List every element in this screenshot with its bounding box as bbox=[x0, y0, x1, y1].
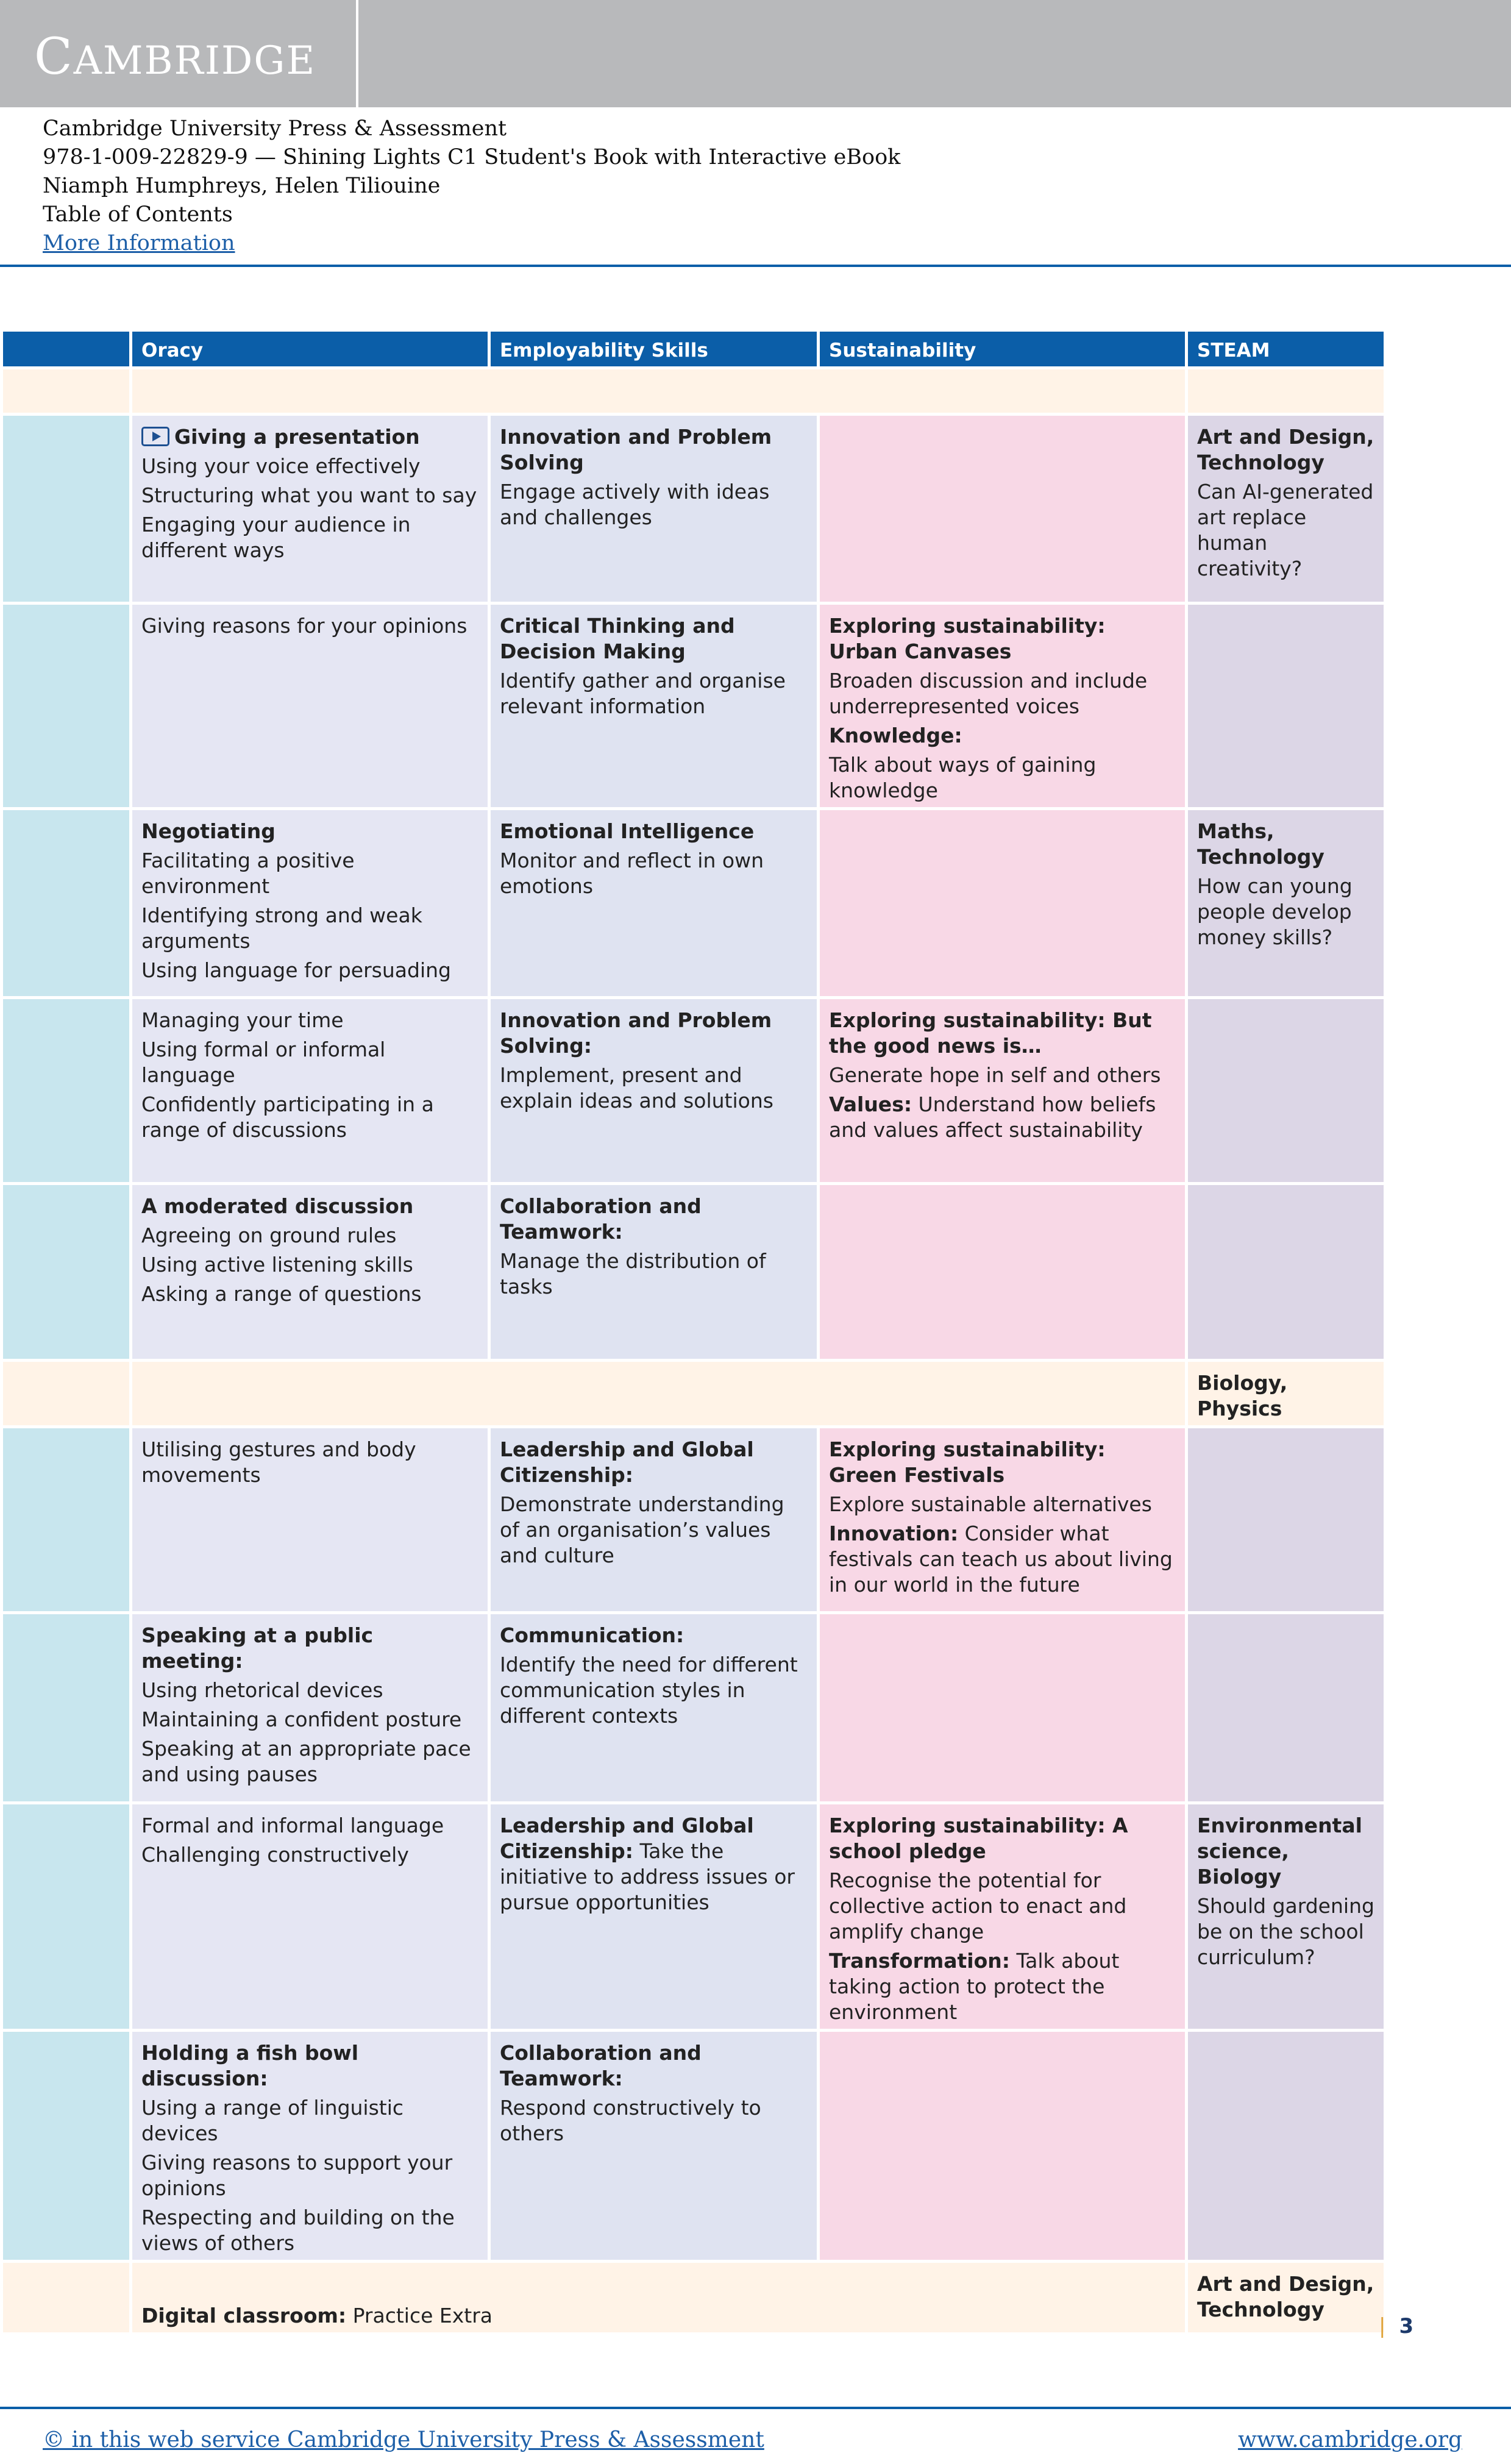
cell-heading: Giving a presentation bbox=[141, 424, 479, 450]
cell-heading: Exploring sustainability: A school pledge bbox=[829, 1814, 1128, 1863]
steam-cell bbox=[1187, 2031, 1385, 2262]
cell-line: Using your voice effectively bbox=[141, 454, 421, 478]
logo-box bbox=[0, 0, 358, 107]
toc-row bbox=[2, 1184, 1385, 1361]
col-header-employability: Employability Skills bbox=[489, 330, 819, 368]
cell-heading: Art and Design, Technology bbox=[1197, 2272, 1374, 2321]
section-title: Table of Contents bbox=[43, 202, 233, 227]
cell-heading: Communication: bbox=[500, 1623, 684, 1647]
cell-heading: Art and Design, Technology bbox=[1197, 425, 1374, 474]
sustainability-cell bbox=[819, 1427, 1187, 1613]
cell-line: Talk about ways of gaining knowledge bbox=[829, 753, 1097, 802]
digital-classroom: Digital classroom: Practice Extra bbox=[141, 2304, 493, 2327]
employability-cell bbox=[489, 604, 819, 809]
toc-table bbox=[0, 329, 1387, 2335]
band-row bbox=[2, 1361, 1385, 1427]
sustainability-cell bbox=[819, 1184, 1187, 1361]
cell-heading: Emotional Intelligence bbox=[500, 819, 755, 843]
steam-cell bbox=[1187, 2262, 1385, 2334]
band-cell bbox=[131, 368, 1187, 415]
cell-line: Identify the need for different communication styles in different contexts bbox=[500, 1653, 798, 1728]
cell-line: Identifying strong and weak arguments bbox=[141, 903, 422, 953]
side-cell bbox=[2, 2262, 131, 2334]
cell-heading: Environmental science, Biology bbox=[1197, 1814, 1362, 1889]
cell-heading: Biology, Physics bbox=[1197, 1371, 1288, 1420]
cell-line: How can young people develop money skills? bbox=[1197, 874, 1353, 949]
cell-line: Engage actively with ideas and challenges bbox=[500, 480, 770, 529]
cell-line: Implement, present and explain ideas and solutions bbox=[500, 1063, 773, 1113]
cell-line: Can AI-generated art replace human creativity? bbox=[1197, 480, 1374, 580]
cell-heading: Holding a fish bowl discussion: bbox=[141, 2041, 359, 2090]
side-cell bbox=[2, 1361, 131, 1427]
cell-heading: Critical Thinking and Decision Making bbox=[500, 614, 735, 663]
steam-cell bbox=[1187, 809, 1385, 998]
authors: Niamph Humphreys, Helen Tiliouine bbox=[43, 174, 441, 198]
cell-line: Respond constructively to others bbox=[500, 2096, 761, 2145]
steam-cell bbox=[1187, 604, 1385, 809]
cell-line: Using active listening skills bbox=[141, 1253, 413, 1277]
side-cell bbox=[2, 604, 131, 809]
oracy-cell bbox=[131, 1184, 489, 1361]
col-header-oracy: Oracy bbox=[131, 330, 489, 368]
cell-line: Innovation: Consider what festivals can teach us about living in our world in the future bbox=[829, 1522, 1173, 1597]
cell-line: Broaden discussion and include underrepresented voices bbox=[829, 669, 1148, 718]
cell-line: Giving reasons for your opinions bbox=[141, 614, 468, 638]
side-cell bbox=[2, 1184, 131, 1361]
cell-heading: Innovation and Problem Solving: bbox=[500, 1008, 772, 1058]
toc-row bbox=[2, 1613, 1385, 1803]
cell-line: Asking a range of questions bbox=[141, 1282, 422, 1306]
side-cell bbox=[2, 1803, 131, 2031]
employability-cell bbox=[489, 1184, 819, 1361]
employability-cell bbox=[489, 1613, 819, 1803]
cell-line: Agreeing on ground rules bbox=[141, 1223, 397, 1247]
cell-line: Using a range of linguistic devices bbox=[141, 2096, 404, 2145]
page-number: | 3 bbox=[1379, 2314, 1414, 2338]
cell-line: Structuring what you want to say bbox=[141, 483, 477, 507]
toc-row bbox=[2, 604, 1385, 809]
band-cell bbox=[131, 2262, 1187, 2334]
col-header-side bbox=[2, 330, 131, 368]
oracy-cell bbox=[131, 1427, 489, 1613]
oracy-cell bbox=[131, 1613, 489, 1803]
isbn-title: 978-1-009-22829-9 — Shining Lights C1 Student's Book with Interactive eBook bbox=[43, 145, 901, 169]
cell-line: Respecting and building on the views of others bbox=[141, 2206, 455, 2255]
cell-line: Explore sustainable alternatives bbox=[829, 1492, 1152, 1516]
toc-row bbox=[2, 1427, 1385, 1613]
band-cell bbox=[131, 1361, 1187, 1427]
steam-cell bbox=[1187, 1361, 1385, 1427]
book-meta bbox=[43, 115, 900, 258]
footer-divider bbox=[0, 2407, 1511, 2409]
header-divider bbox=[0, 265, 1511, 267]
cell-line: Using language for persuading bbox=[141, 958, 451, 982]
employability-cell bbox=[489, 1427, 819, 1613]
sustainability-cell bbox=[819, 415, 1187, 604]
cell-line: Demonstrate understanding of an organisation’s values and culture bbox=[500, 1492, 784, 1567]
cell-line: Formal and informal language bbox=[141, 1814, 444, 1837]
col-header-steam: STEAM bbox=[1187, 330, 1385, 368]
toc-header-row bbox=[2, 330, 1385, 368]
employability-cell bbox=[489, 998, 819, 1184]
cell-heading: A moderated discussion bbox=[141, 1194, 414, 1218]
cell-heading: Speaking at a public meeting: bbox=[141, 1623, 374, 1673]
cell-heading: Innovation and Problem Solving bbox=[500, 425, 772, 474]
steam-cell bbox=[1187, 368, 1385, 415]
cell-line: Confidently participating in a range of discussions bbox=[141, 1092, 434, 1142]
steam-cell bbox=[1187, 1613, 1385, 1803]
cell-line: Should gardening be on the school curriculum? bbox=[1197, 1894, 1374, 1969]
cell-line: Utilising gestures and body movements bbox=[141, 1437, 416, 1487]
cell-line: Recognise the potential for collective action to enact and amplify change bbox=[829, 1868, 1127, 1943]
side-cell bbox=[2, 2031, 131, 2262]
cell-heading: Maths, Technology bbox=[1197, 819, 1324, 869]
sustainability-cell bbox=[819, 604, 1187, 809]
toc-row bbox=[2, 2031, 1385, 2262]
oracy-cell bbox=[131, 998, 489, 1184]
cell-line: Managing your time bbox=[141, 1008, 344, 1032]
cell-line: Maintaining a confident posture bbox=[141, 1707, 462, 1731]
oracy-cell bbox=[131, 809, 489, 998]
play-icon[interactable] bbox=[141, 427, 169, 446]
cell-heading: Exploring sustainability: Urban Canvases bbox=[829, 614, 1106, 663]
cell-line: Using formal or informal language bbox=[141, 1038, 386, 1087]
employability-cell bbox=[489, 809, 819, 998]
cell-line: Giving reasons to support your opinions bbox=[141, 2151, 453, 2200]
copyright-link[interactable]: © in this web service Cambridge University Press & Assessment bbox=[43, 2427, 764, 2452]
steam-cell bbox=[1187, 998, 1385, 1184]
cell-line: Speaking at an appropriate pace and using pauses bbox=[141, 1737, 471, 1786]
more-information-link[interactable]: More Information bbox=[43, 231, 235, 255]
sustainability-cell bbox=[819, 998, 1187, 1184]
cell-heading: Exploring sustainability: But the good news is… bbox=[829, 1008, 1152, 1058]
cell-line: Engaging your audience in different ways bbox=[141, 513, 411, 562]
cambridge-logo: CAMBRIDGE bbox=[34, 28, 316, 86]
cell-line: Leadership and Global Citizenship: Take the initiative to address issues or pursue opportunities bbox=[500, 1814, 795, 1914]
cell-line: Transformation: Talk about taking action to protect the environment bbox=[829, 1949, 1120, 2024]
cell-heading: Exploring sustainability: Green Festivals bbox=[829, 1437, 1106, 1487]
steam-cell bbox=[1187, 1184, 1385, 1361]
publisher: Cambridge University Press & Assessment bbox=[43, 116, 507, 141]
toc-row bbox=[2, 1803, 1385, 2031]
side-cell bbox=[2, 415, 131, 604]
cell-line: Using rhetorical devices bbox=[141, 1678, 383, 1702]
cell-line: Monitor and reflect in own emotions bbox=[500, 849, 764, 898]
oracy-cell bbox=[131, 2031, 489, 2262]
cell-heading: Knowledge: bbox=[829, 724, 962, 747]
col-header-sustainability: Sustainability bbox=[819, 330, 1187, 368]
steam-cell bbox=[1187, 1803, 1385, 2031]
cell-line: Values: Understand how beliefs and values affect sustainability bbox=[829, 1092, 1156, 1142]
cell-line: Identify gather and organise relevant information bbox=[500, 669, 786, 718]
oracy-cell bbox=[131, 1803, 489, 2031]
sustainability-cell bbox=[819, 2031, 1187, 2262]
side-cell bbox=[2, 998, 131, 1184]
cell-line: Generate hope in self and others bbox=[829, 1063, 1161, 1087]
side-cell bbox=[2, 368, 131, 415]
employability-cell bbox=[489, 2031, 819, 2262]
steam-cell bbox=[1187, 1427, 1385, 1613]
sustainability-cell bbox=[819, 1613, 1187, 1803]
cambridge-site-link[interactable]: www.cambridge.org bbox=[1238, 2427, 1462, 2452]
cell-line: Manage the distribution of tasks bbox=[500, 1249, 766, 1298]
sustainability-cell bbox=[819, 1803, 1187, 2031]
cell-heading: Collaboration and Teamwork: bbox=[500, 1194, 702, 1244]
toc-row bbox=[2, 415, 1385, 604]
steam-cell bbox=[1187, 415, 1385, 604]
toc-row bbox=[2, 809, 1385, 998]
cell-line: Challenging constructively bbox=[141, 1843, 409, 1867]
band-row bbox=[2, 2262, 1385, 2334]
side-cell bbox=[2, 1613, 131, 1803]
cell-heading: Collaboration and Teamwork: bbox=[500, 2041, 702, 2090]
side-cell bbox=[2, 1427, 131, 1613]
side-cell bbox=[2, 809, 131, 998]
oracy-cell bbox=[131, 604, 489, 809]
cell-heading: Negotiating bbox=[141, 819, 276, 843]
toc-row bbox=[2, 998, 1385, 1184]
cell-heading: Leadership and Global Citizenship: bbox=[500, 1437, 754, 1487]
oracy-cell bbox=[131, 415, 489, 604]
cell-line: Facilitating a positive environment bbox=[141, 849, 355, 898]
sustainability-cell bbox=[819, 809, 1187, 998]
header-banner bbox=[0, 0, 1511, 107]
band-row bbox=[2, 368, 1385, 415]
employability-cell bbox=[489, 1803, 819, 2031]
employability-cell bbox=[489, 415, 819, 604]
